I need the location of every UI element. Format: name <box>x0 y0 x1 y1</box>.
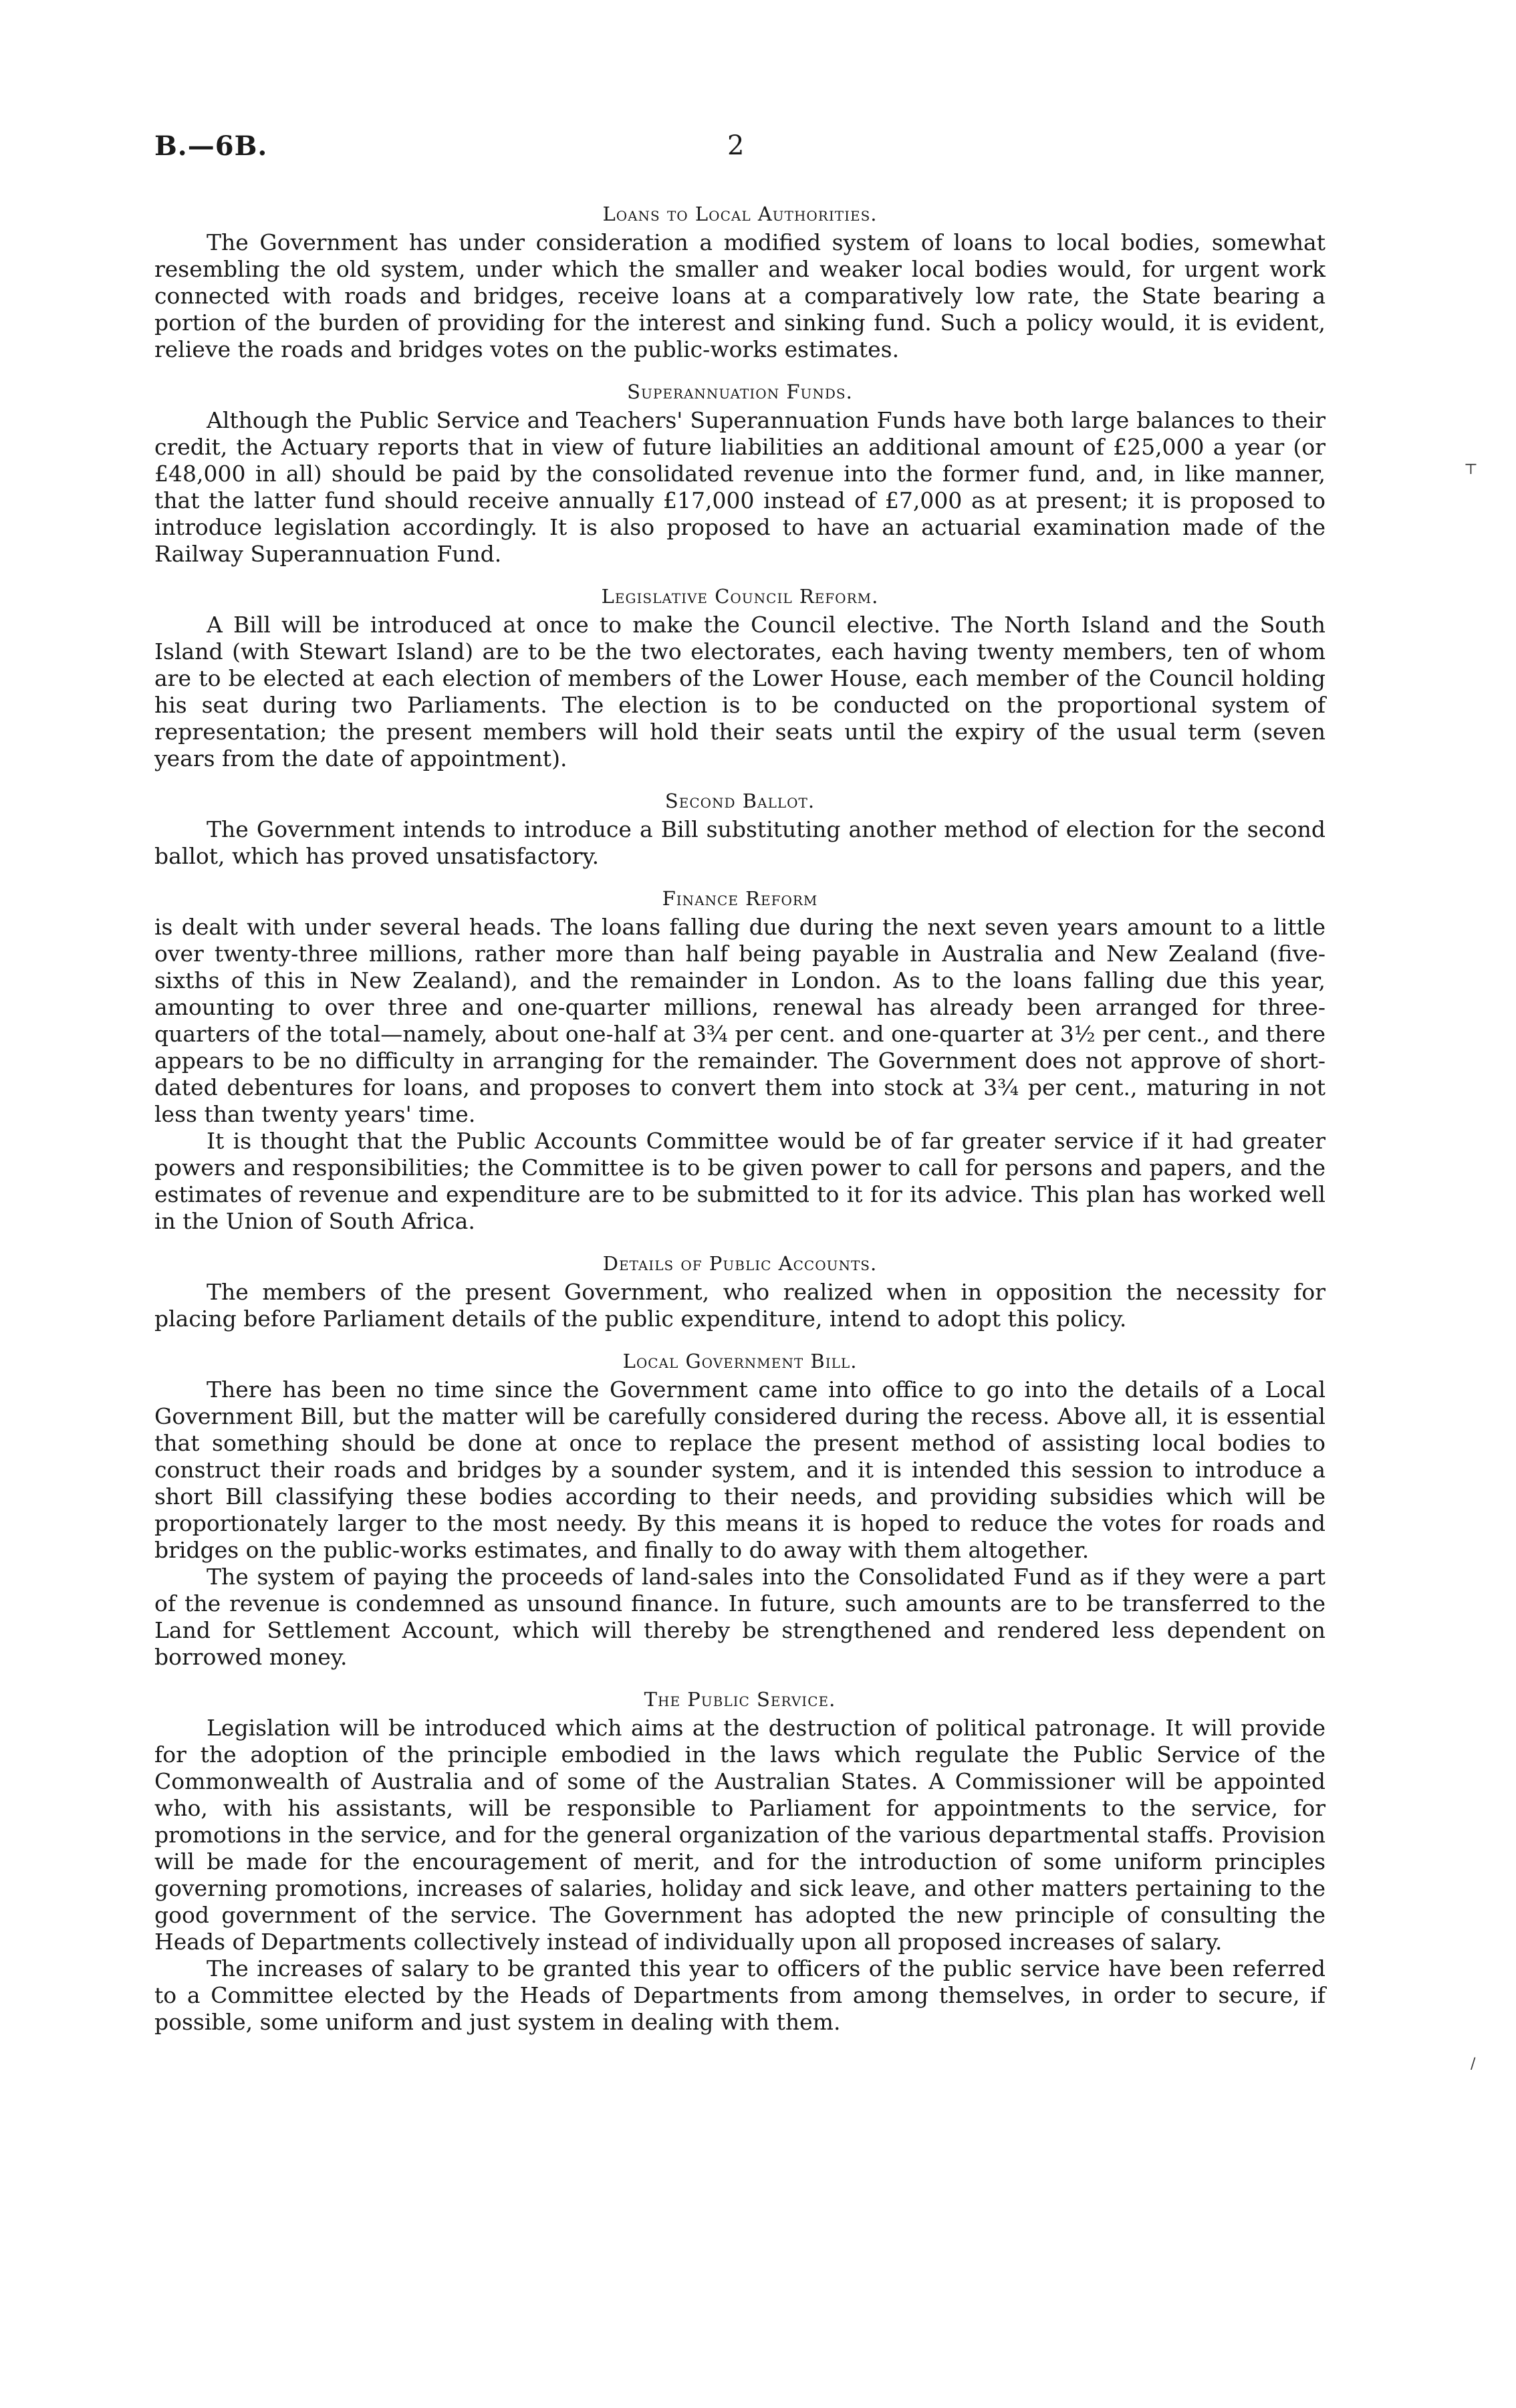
section-legislative-council <box>154 585 1325 772</box>
section-title: Loans to Local Authorities. <box>602 203 878 225</box>
section-second-ballot <box>154 790 1325 870</box>
paragraph: A Bill will be introduced at once to make the Council elective. The North Island and the South Island (with Stewart Island) are to be the two electorates, each having twenty members, ten of whom are to be elected at each election of members of the Lower House, each member of the Council holding his seat during two Parliaments. The election is to be conducted on the proportional system of representation; the present members will hold their seats until the expiry of the usual term (seven years from the date of appointment). <box>154 612 1325 771</box>
section-public-service <box>154 1688 1325 2036</box>
page-header <box>154 130 1325 177</box>
paragraph: Although the Public Service and Teachers' Superannuation Funds have both large balances to their credit, the Actuary reports that in view of future liabilities an additional amount of £25,000 a year (or £48,000 in all) should be paid by the consolidated revenue into the former fund, and, in like manner, that the latter fund should receive annually £17,000 instead of £7,000 as at present; it is proposed to introduce legislation accordingly. It is also proposed to have an actuarial examination made of the Railway Superannuation Fund. <box>154 407 1325 567</box>
document-reference: B.—6B. <box>154 130 268 162</box>
section-title: Details of Public Accounts. <box>602 1252 878 1275</box>
document-page <box>154 130 1325 2053</box>
section-loans <box>154 203 1325 363</box>
paragraph: The increases of salary to be granted this year to officers of the public service have been referred to a Committee elected by the Heads of Departments from among themselves, in order to secure, if possible, some uniform and just system in dealing with them. <box>154 1955 1325 2035</box>
section-title: Legislative Council Reform. <box>601 585 879 608</box>
paragraph: It is thought that the Public Accounts Committee would be of far greater service if it had greater powers and responsibilities; the Committee is to be given power to call for persons and papers, and the estimates of revenue and expenditure are to be submitted to it for its advice. This plan has worked well in the Union of South Africa. <box>154 1128 1325 1234</box>
paragraph: The Government intends to introduce a Bill substituting another method of election for the second ballot, which has proved unsatisfactory. <box>154 816 1325 869</box>
page-number: 2 <box>727 130 745 161</box>
section-title: Finance Reform <box>662 887 818 910</box>
paragraph: is dealt with under several heads. The loans falling due during the next seven years amount to a little over twenty-three millions, rather more than half being payable in Australia and New Zealand (five-sixths of this in New Zealand), and the remainder in London. As to the loans falling due this year, amounting to over three and one-quarter millions, renewal has already been arranged for three-quarters of the total—namely, about one-half at 3¾ per cent. and one-quarter at 3½ per cent., and there appears to be no difficulty in arranging for the remainder. The Government does not approve of short-dated debentures for loans, and proposes to convert them into stock at 3¾ per cent., maturing in not less than twenty years' time. <box>154 914 1325 1127</box>
section-superannuation <box>154 380 1325 568</box>
paragraph: Legislation will be introduced which aims at the destruction of political patronage. It will provide for the adoption of the principle embodied in the laws which regulate the Public Service of the Commonwealth of Australia and of some of the Australian States. A Commissioner will be appointed who, with his assistants, will be responsible to Parliament for appointments to the service, for promotions in the service, and for the general organization of the various departmental staffs. Provision will be made for the encouragement of merit, and for the introduction of some uniform principles governing promotions, increases of salaries, holiday and sick leave, and other matters pertaining to the good government of the service. The Government has adopted the new principle of consulting the Heads of Departments collectively instead of individually upon all proposed increases of salary. <box>154 1715 1325 1955</box>
section-title: The Public Service. <box>644 1688 836 1711</box>
section-title: Superannuation Funds. <box>627 380 853 403</box>
section-local-government <box>154 1350 1325 1671</box>
margin-tick-icon: ⊤ <box>1464 461 1478 478</box>
paragraph: The system of paying the proceeds of land-sales into the Consolidated Fund as if they were a part of the revenue is condemned as unsound finance. In future, such amounts are to be transferred to the Land for Settlement Account, which will thereby be strengthened and rendered less dependent on borrowed money. <box>154 1564 1325 1670</box>
section-title: Local Government Bill. <box>622 1350 858 1372</box>
paragraph: The members of the present Government, who realized when in opposition the necessity for placing before Parliament details of the public expenditure, intend to adopt this policy. <box>154 1279 1325 1332</box>
paragraph: The Government has under consideration a modified system of loans to local bodies, somewhat resembling the old system, under which the smaller and weaker local bodies would, for urgent work connected with roads and bridges, receive loans at a comparatively low rate, the State bearing a portion of the burden of providing for the interest and sinking fund. Such a policy would, it is evident, relieve the roads and bridges votes on the public-works estimates. <box>154 229 1325 362</box>
margin-slash-icon: / <box>1471 2056 1476 2072</box>
section-public-accounts <box>154 1252 1325 1332</box>
section-title: Second Ballot. <box>664 790 815 812</box>
paragraph: There has been no time since the Government came into office to go into the details of a Local Government Bill, but the matter will be carefully considered during the recess. Above all, it is essential that something should be done at once to replace the present method of assisting local bodies to construct their roads and bridges by a sounder system, and it is intended this session to introduce a short Bill classifying these bodies according to their needs, and providing subsidies which will be proportionately larger to the most needy. By this means it is hoped to reduce the votes for roads and bridges on the public-works estimates, and finally to do away with them altogether. <box>154 1376 1325 1563</box>
section-finance-reform <box>154 887 1325 1235</box>
